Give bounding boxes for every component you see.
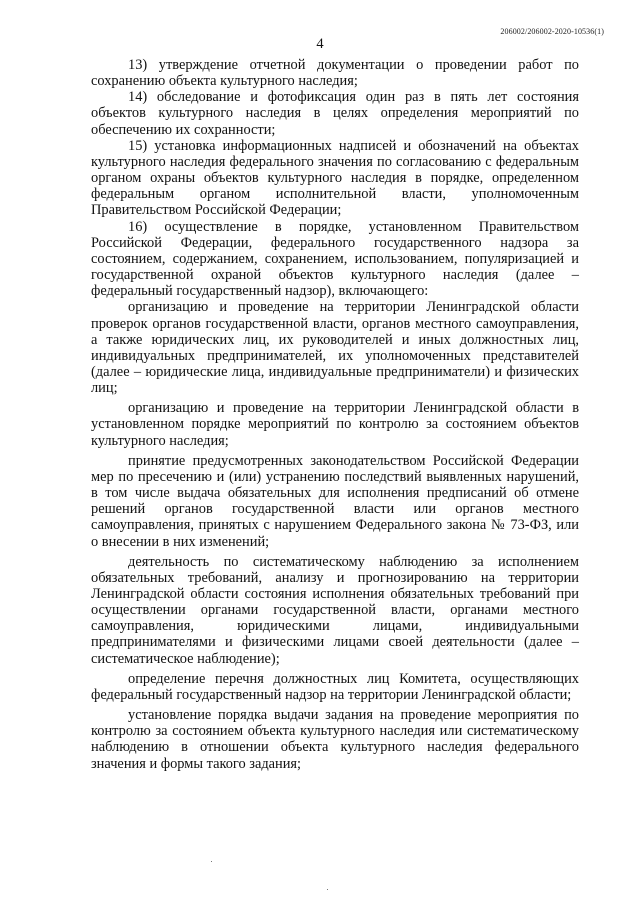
paragraph-violation-measures: принятие предусмотренных законодательством Российской Федерации мер по пресечению и (или) устранению последствий выявленных нарушений, в том числе выдача обязательных для исполнения предписаний об отмене решений органов государственной власти или органов местного самоуправления, принятых с нарушением Федерального закона № 73-ФЗ, или о внесении в них изменений;	[91, 452, 579, 550]
paragraph-inspections: организацию и проведение на территории Ленинградской области проверок органов государственной власти, органов местного самоуправления, а также юридических лиц, их руководителей и иных должностных лиц, индивидуальных предпринимателей, их уполномоченных представителей (далее – юридические лица, индивидуальные предприниматели) и физических лиц;	[91, 299, 579, 397]
paragraph-item-15: 15) установка информационных надписей и обозначений на объектах культурного наследия федерального значения по согласованию с федеральным органом охраны объектов культурного наследия в порядке, определенном федеральным органом исполнительной власти, уполномоченным Правительством Российской Федерации;	[91, 137, 579, 219]
paragraph-assignment-procedure: установление порядка выдачи задания на проведение мероприятия по контролю за состоянием объекта культурного наследия или систематическому наблюдению в отношении объекта культурного наследия федерального значения и формы такого задания;	[91, 707, 579, 772]
paragraph-officials-list: определение перечня должностных лиц Комитета, осуществляющих федеральный государственный надзор на территории Ленинградской области;	[91, 670, 579, 703]
page-number: 4	[316, 36, 324, 52]
paragraph-item-13: 13) утверждение отчетной документации о проведении работ по сохранению объекта культурного наследия;	[91, 57, 579, 90]
paragraph-item-16: 16) осуществление в порядке, установленном Правительством Российской Федерации, федерального государственного надзора за состоянием, содержанием, сохранением, использованием, популяризацией и государственной охраной объектов культурного наследия (далее – федеральный государственный надзор), включающего:	[91, 218, 579, 300]
paragraph-item-14: 14) обследование и фотофиксация один раз в пять лет состояния объектов культурного наследия в целях определения мероприятий по обеспечению их сохранности;	[91, 89, 579, 138]
paragraph-control-measures: организацию и проведение на территории Ленинградской области в установленном порядке мероприятий по контролю за состоянием объектов культурного наследия;	[91, 400, 579, 449]
scan-speck	[327, 889, 328, 890]
scan-speck	[211, 861, 212, 862]
document-id: 206002/206002-2020-10536(1)	[500, 27, 604, 36]
document-body	[91, 57, 579, 772]
paragraph-systematic-observation: деятельность по систематическому наблюдению за исполнением обязательных требований, анализу и прогнозированию на территории Ленинградской области состояния исполнения обязательных требований при осуществлении органами государственной власти, органами местного самоуправления, юридическими лицами, индивидуальными предпринимателями и физическими лицами своей деятельности (далее – систематическое наблюдение);	[91, 553, 579, 667]
